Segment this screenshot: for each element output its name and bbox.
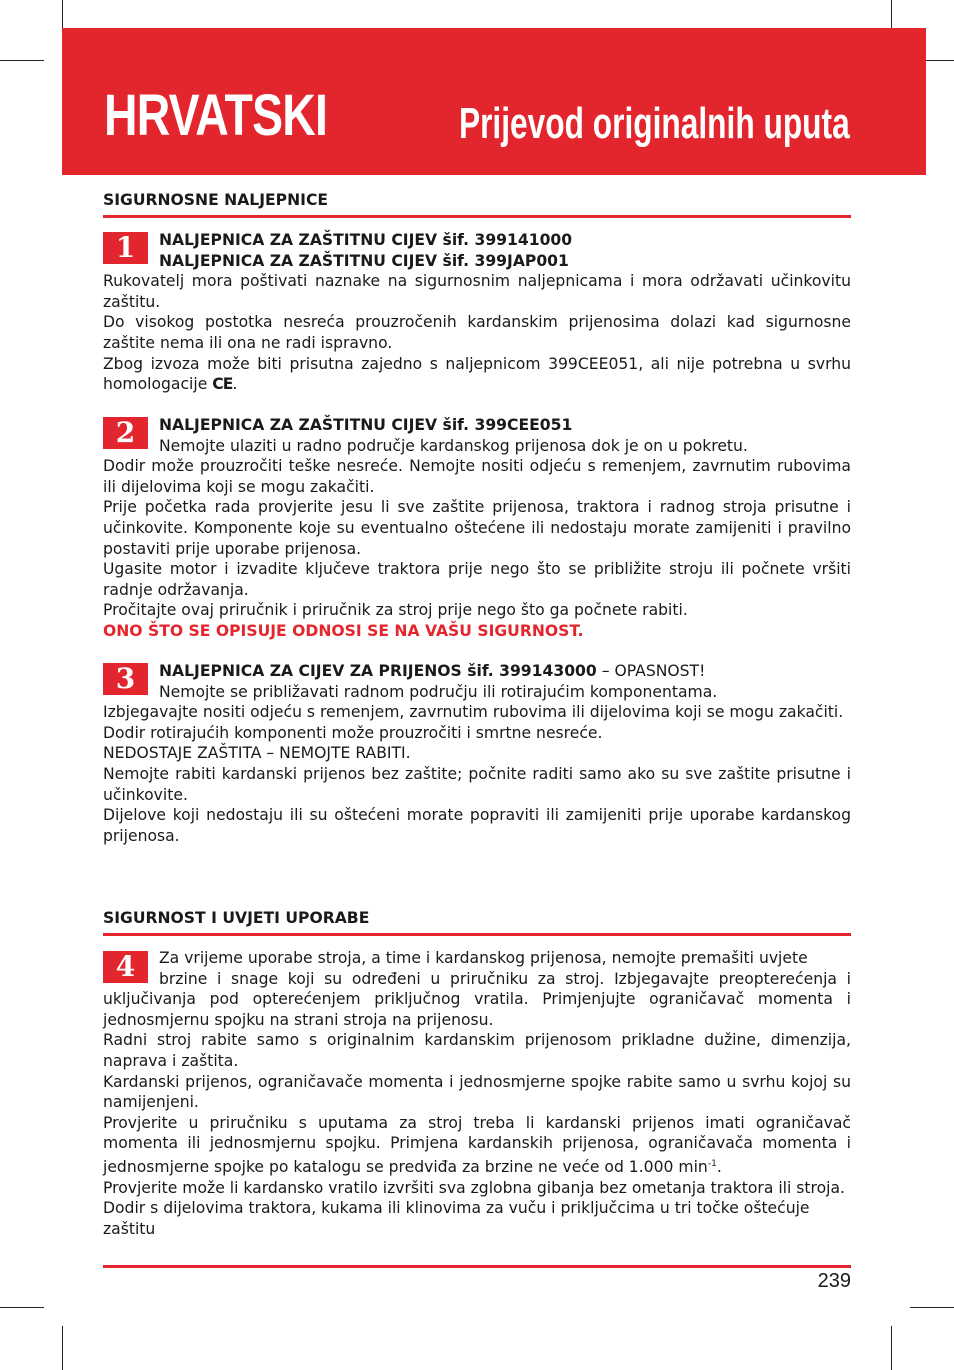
paragraph: Nemojte rabiti kardanski prijenos bez zaštite; počnite raditi samo ako su sve zaštite prisutne i učinkovite. (103, 764, 851, 804)
safety-warning: ONO ŠTO SE OPISUJE ODNOSI SE NA VAŠU SIGURNOST. (103, 621, 584, 640)
label-item-2 (103, 415, 851, 642)
label-heading: NALJEPNICA ZA ZAŠTITNU CIJEV šif. 399141000 (159, 231, 573, 249)
step-number-badge: 2 (103, 417, 148, 449)
crop-mark (910, 1307, 954, 1308)
ce-mark-icon: CE (212, 375, 233, 394)
paragraph: Ugasite motor i izvadite ključeve traktora prije nego što se približite stroju ili počnete vršiti radnje održavanja. (103, 560, 851, 599)
page-number: 239 (817, 1270, 851, 1292)
conditions-item-4 (103, 948, 851, 1240)
footer-rule (103, 1265, 851, 1268)
paragraph: Rukovatelj mora poštivati naznake na sigurnosnim naljepnicama i mora održavati učinkovitu zaštitu. (103, 272, 851, 311)
paragraph: Izbjegavajte nositi odjeću s remenjem, zavrnutim rubovima ili dijelovima koji se mogu zakačiti. (103, 703, 844, 722)
label-subline: Nemojte ulaziti u radno područje kardanskog prijenosa dok je on u pokretu. (159, 436, 748, 455)
header-banner (62, 28, 926, 175)
paragraph: Dodir može prouzročiti teške nesreće. Nemojte nositi odjeću s remenjem, zavrnutim rubovima ili dijelovima koji se mogu zakačiti. (103, 457, 851, 496)
label-subline: Nemojte se približavati radnom području ili rotirajućim komponentama. (159, 682, 718, 701)
exponent: -1 (707, 1158, 717, 1169)
paragraph-text: Provjerite u priručniku s uputama za stroj treba li kardanski prijenos imati ograničavač momenta ili jednosmjernu spojku. Primjena kardanskih prijenosa, ograničavača momenta i jednosmjerne spojke po katalogu se predviđa za brzine ne veće od 1.000 min (103, 1113, 851, 1177)
crop-mark (0, 1307, 44, 1308)
paragraph: Do visokog postotka nesreća prouzročenih kardanskim prijenosima dolazi kad sigurnosne zaštite nema ili ona ne radi ispravno. (103, 313, 851, 352)
label-heading: NALJEPNICA ZA ZAŠTITNU CIJEV šif. 399CEE051 (159, 416, 573, 434)
paragraph: Provjerite može li kardansko vratilo izvršiti sva zglobna gibanja bez ometanja traktora ili stroja. Dodir s dijelovima traktora, kukama ili klinovima za vuču i priključcima u tri točke oštećuje zaštitu (103, 1178, 845, 1238)
paragraph: Radni stroj rabite samo s originalnim kardanskim prijenosom prikladne dužine, dimenzija, naprava i zaštita. (103, 1031, 851, 1070)
crop-mark (891, 1326, 892, 1370)
section-title: SIGURNOSNE NALJEPNICE (103, 190, 851, 218)
paragraph: Kardanski prijenos, ograničavače momenta i jednosmjerne spojke rabite samo u svrhu kojoj su namijenjeni. (103, 1072, 851, 1112)
label-item-1 (103, 230, 851, 395)
crop-mark (0, 60, 44, 61)
step-number-badge: 3 (103, 663, 148, 695)
paragraph: brzine i snage koji su određeni u priručniku za stroj. Izbjegavajte preopterećenja i uključivanja pod opterećenjem priključnog vratila. Primjenjujte ograničavač momenta i jednosmjernu spojku na strani stroja na prijenosu. (103, 969, 851, 1029)
paragraph: Pročitajte ovaj priručnik i priručnik za stroj prije nego što ga počnete rabiti. (103, 601, 688, 620)
paragraph: NEDOSTAJE ZAŠTITA – NEMOJTE RABITI. (103, 744, 411, 763)
header-subtitle: Prijevod originalnih uputa (459, 99, 850, 148)
step-number-badge: 1 (103, 232, 148, 264)
label-heading-suffix: – OPASNOST! (596, 662, 706, 680)
section-safety-conditions (103, 908, 851, 936)
paragraph: Provjerite u priručniku s uputama za stroj treba li kardanski prijenos imati ograničavač momenta ili jednosmjernu spojku. Primjena kardanskih prijenosa, ograničavača momenta i jednosmjerne spojke po katalogu se predviđa za brzine ne veće od 1.000 $\min^{-1}$. (103, 1113, 851, 1177)
label-item-3 (103, 661, 851, 846)
paragraph-text: Zbog izvoza može biti prisutna zajedno s naljepnicom 399CEE051, ali nije potrebna u svrhu homologacije (103, 354, 851, 394)
section-safety-labels (103, 190, 851, 218)
paragraph: Dodir rotirajućih komponenti može prouzročiti i smrtne nesreće. (103, 723, 603, 742)
crop-mark (62, 1326, 63, 1370)
paragraph: Dijelove koji nedostaju ili su oštećeni morate popraviti ili zamijeniti prije uporabe kardanskog prijenosa. (103, 806, 851, 845)
paragraph-first-line: Za vrijeme uporabe stroja, a time i kardanskog prijenosa, nemojte premašiti uvjete (159, 949, 808, 967)
language-title: HRVATSKI (104, 83, 328, 148)
label-heading: NALJEPNICA ZA ZAŠTITNU CIJEV šif. 399JAP001 (159, 251, 569, 270)
paragraph: Zbog izvoza može biti prisutna zajedno s naljepnicom 399CEE051, ali nije potrebna u svrhu homologacije CE. (103, 354, 851, 394)
step-number-badge: 4 (103, 951, 148, 983)
paragraph: Prije početka rada provjerite jesu li sve zaštite prijenosa, traktora i radnog stroja prisutne i učinkovite. Komponente koje su eventualno oštećene ili nedostaju morate zamijeniti i pravilno postaviti prije uporabe prijenosa. (103, 498, 851, 558)
label-heading: NALJEPNICA ZA CIJEV ZA PRIJENOS šif. 399143000 (159, 662, 597, 680)
section-title: SIGURNOST I UVJETI UPORABE (103, 908, 851, 936)
label-heading-row (103, 661, 851, 682)
